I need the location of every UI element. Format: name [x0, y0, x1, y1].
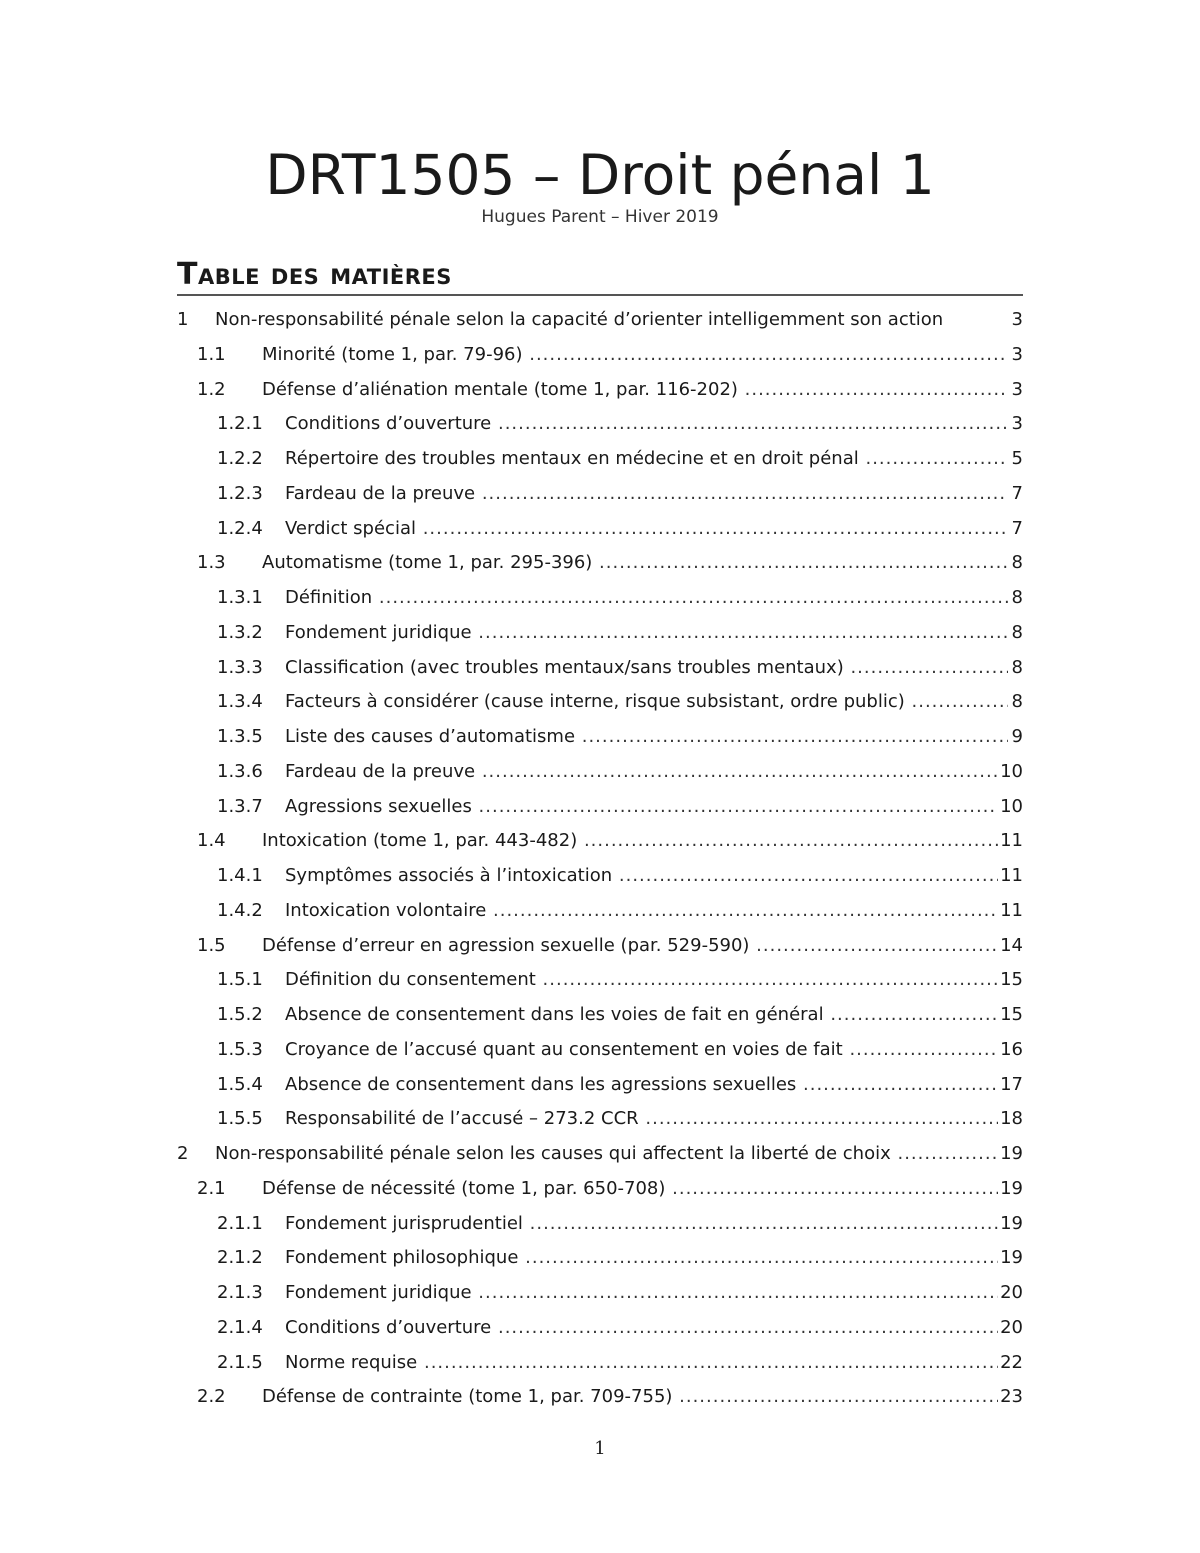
toc-entry-number: 1.5.2	[217, 1004, 263, 1025]
toc-entry-page: 19	[998, 1241, 1023, 1276]
toc-entry-title[interactable]: Fondement jurisprudentiel .....	[285, 1207, 1008, 1242]
toc-entry[interactable]	[0, 1346, 1200, 1381]
toc-entry-page: 8	[1010, 581, 1023, 616]
toc-entry-page: 11	[998, 859, 1023, 894]
toc-entry[interactable]	[0, 824, 1200, 859]
toc-entry-number: 1.2.4	[217, 517, 263, 539]
toc-entry-title[interactable]: Définition .....	[285, 581, 1008, 616]
toc-entry[interactable]	[0, 407, 1200, 442]
toc-entry-number: 1.1	[197, 343, 226, 365]
toc-entry-title[interactable]: Fondement philosophique .....	[285, 1241, 1008, 1276]
toc-entry[interactable]	[0, 1207, 1200, 1242]
toc-entry-title[interactable]: Non-responsabilité pénale selon la capacité d’orienter intelligemment son action	[215, 309, 944, 330]
toc-entry-title[interactable]: Minorité (tome 1, par. 79-96) .....	[262, 338, 1008, 373]
toc-entry-number: 2.1.4	[217, 1316, 263, 1338]
toc-entry-page: 16	[998, 1033, 1023, 1068]
toc-entry-page: 14	[998, 929, 1023, 964]
toc-entry-title[interactable]: Responsabilité de l’accusé – 273.2 CCR .....	[285, 1102, 1008, 1137]
toc-entry-title[interactable]: Norme requise .....	[285, 1346, 1008, 1381]
toc-entry-number: 1.5.1	[217, 969, 263, 991]
toc-entry-page: 7	[1010, 512, 1023, 547]
toc-entry[interactable]	[0, 1380, 1200, 1415]
toc-entry[interactable]	[0, 373, 1200, 408]
toc-entry[interactable]	[0, 477, 1200, 512]
toc-entry-title[interactable]: Conditions d’ouverture .....	[285, 407, 1008, 442]
toc-entry-page: 20	[998, 1276, 1023, 1311]
toc-entry[interactable]	[0, 512, 1200, 547]
toc-entry[interactable]	[0, 1137, 1200, 1172]
toc-entry-title[interactable]: Absence de consentement dans les voies de fait en général .....	[285, 998, 1008, 1033]
toc-entry[interactable]	[0, 1172, 1200, 1207]
page-number: 1	[594, 1438, 606, 1459]
toc-entry-page: 5	[1010, 442, 1023, 477]
toc-entry-number: 1.2	[197, 378, 226, 400]
toc-entry-title[interactable]: Intoxication (tome 1, par. 443-482) .....	[262, 824, 1008, 859]
toc-entry[interactable]	[0, 720, 1200, 755]
toc-entry[interactable]	[0, 581, 1200, 616]
toc-entry-number: 1.2.1	[217, 413, 263, 435]
toc-entry-page: 8	[1010, 651, 1023, 686]
toc-entry-page: 8	[1010, 616, 1023, 651]
toc-entry-number: 1.5	[197, 934, 226, 956]
toc-entry[interactable]	[0, 616, 1200, 651]
toc-entry-page: 9	[1010, 720, 1023, 755]
toc-entry-page: 3	[1010, 338, 1023, 373]
toc-entry[interactable]	[0, 1102, 1200, 1137]
toc-entry-title[interactable]: Défense d’erreur en agression sexuelle (par. 529-590) .....	[262, 929, 1008, 964]
toc-entry-page: 8	[1010, 546, 1023, 581]
toc-entry-page: 3	[1010, 373, 1023, 408]
toc-entry-number: 2.1.5	[217, 1351, 263, 1373]
toc-entry-page: 19	[998, 1172, 1023, 1207]
toc-entry-title[interactable]: Fondement juridique .....	[285, 616, 1008, 651]
toc-entry-page: 10	[998, 790, 1023, 825]
toc-entry-title[interactable]: Fardeau de la preuve .....	[285, 477, 1008, 512]
toc-entry[interactable]	[0, 1033, 1200, 1068]
toc-entry-number: 1.3.6	[217, 760, 263, 782]
toc-entry-title[interactable]: Défense de contrainte (tome 1, par. 709-755) .....	[262, 1380, 1008, 1415]
toc-entry[interactable]	[0, 894, 1200, 929]
toc-entry[interactable]	[0, 685, 1200, 720]
toc-entry-number: 1.3.7	[217, 795, 263, 817]
toc-entry-page: 11	[998, 824, 1023, 859]
toc-entry[interactable]	[0, 790, 1200, 825]
toc-entry-title[interactable]: Croyance de l’accusé quant au consentement en voies de fait .....	[285, 1033, 1008, 1068]
toc-entry[interactable]	[0, 651, 1200, 686]
toc-entry-number: 1.3.4	[217, 691, 263, 713]
toc-entry[interactable]	[0, 1311, 1200, 1346]
toc-entry-number: 1.5.5	[217, 1108, 263, 1130]
toc-entry-number: 2	[177, 1143, 189, 1164]
toc-entry[interactable]	[0, 546, 1200, 581]
toc-entry-page: 18	[998, 1102, 1023, 1137]
toc-entry-number: 1.3.1	[217, 587, 263, 608]
toc-entry-number: 1.4	[197, 830, 226, 852]
toc-entry[interactable]	[0, 859, 1200, 894]
toc-entry[interactable]	[0, 998, 1200, 1033]
toc-entry-title[interactable]: Fondement juridique .....	[285, 1276, 1008, 1311]
toc-entry[interactable]	[0, 963, 1200, 998]
toc-entry-title[interactable]: Absence de consentement dans les agressions sexuelles .....	[285, 1068, 1008, 1103]
toc-entry-number: 2.1.1	[217, 1212, 263, 1234]
toc-entry-title[interactable]: Défense d’aliénation mentale (tome 1, par. 116-202) .....	[262, 373, 1008, 408]
toc-entry-page: 19	[998, 1207, 1023, 1242]
toc-entry-number: 2.2	[197, 1386, 226, 1408]
toc-entry-page: 7	[1010, 477, 1023, 512]
toc-entry-number: 1	[177, 309, 189, 330]
toc-entry-number: 1.3.5	[217, 726, 263, 747]
toc-entry-title[interactable]: Agressions sexuelles .....	[285, 790, 1008, 825]
toc-entry-page: 8	[1010, 685, 1023, 720]
toc-entry-number: 1.5.4	[217, 1073, 263, 1095]
toc-entry[interactable]	[0, 442, 1200, 477]
table-of-contents	[0, 303, 1200, 1415]
toc-entry-title[interactable]: Répertoire des troubles mentaux en médecine et en droit pénal .....	[285, 442, 1008, 477]
toc-entry-number: 2.1.3	[217, 1282, 263, 1303]
toc-entry-title[interactable]: Automatisme (tome 1, par. 295-396) .....	[262, 546, 1008, 581]
toc-entry-number: 1.3.3	[217, 656, 263, 678]
toc-entry-title[interactable]: Définition du consentement .....	[285, 963, 1008, 998]
toc-entry-number: 1.2.2	[217, 448, 263, 469]
toc-entry[interactable]	[0, 1068, 1200, 1103]
document-title: DRT1505 – Droit pénal 1	[265, 143, 935, 207]
toc-entry-title[interactable]: Facteurs à considérer (cause interne, risque subsistant, ordre public) .....	[285, 685, 1008, 720]
toc-entry-page: 23	[998, 1380, 1023, 1415]
toc-entry-title[interactable]: Liste des causes d’automatisme .....	[285, 720, 1008, 755]
toc-entry-page: 20	[998, 1311, 1023, 1346]
toc-entry-title[interactable]: Non-responsabilité pénale selon les causes qui affectent la liberté de choix .....	[215, 1137, 1008, 1172]
toc-entry-page: 17	[998, 1068, 1023, 1103]
document-subtitle: Hugues Parent – Hiver 2019	[481, 207, 719, 227]
toc-entry-number: 2.1	[197, 1177, 226, 1199]
toc-entry[interactable]	[0, 929, 1200, 964]
toc-entry-title[interactable]: Conditions d’ouverture .....	[285, 1311, 1008, 1346]
toc-entry-page: 10	[998, 755, 1023, 790]
toc-entry-page: 22	[998, 1346, 1023, 1381]
toc-entry-page: 15	[998, 998, 1023, 1033]
toc-entry-page: 11	[998, 894, 1023, 929]
toc-entry-number: 1.3	[197, 552, 226, 574]
toc-entry-title[interactable]: Fardeau de la preuve .....	[285, 755, 1008, 790]
toc-entry-title[interactable]: Classification (avec troubles mentaux/sans troubles mentaux) .....	[285, 651, 1008, 686]
toc-entry-page: 3	[1010, 407, 1023, 442]
toc-entry[interactable]	[0, 1276, 1200, 1311]
toc-entry[interactable]	[0, 338, 1200, 373]
toc-entry-number: 1.4.1	[217, 865, 263, 886]
toc-entry-title[interactable]: Intoxication volontaire .....	[285, 894, 1008, 929]
toc-heading: Table des matières	[177, 256, 1023, 296]
toc-entry-number: 1.4.2	[217, 899, 263, 921]
toc-entry-number: 2.1.2	[217, 1247, 263, 1269]
toc-entry-page: 19	[998, 1137, 1023, 1172]
toc-entry-number: 1.5.3	[217, 1038, 263, 1060]
toc-entry-title[interactable]: Défense de nécessité (tome 1, par. 650-708) .....	[262, 1172, 1008, 1207]
toc-entry-number: 1.3.2	[217, 621, 263, 643]
toc-entry-number: 1.2.3	[217, 482, 263, 504]
toc-entry-page: 15	[998, 963, 1023, 998]
toc-entry-page: 3	[1010, 303, 1023, 338]
toc-entry-title[interactable]: Verdict spécial .....	[285, 512, 1008, 547]
toc-entry-title[interactable]: Symptômes associés à l’intoxication .....	[285, 859, 1008, 894]
toc-entry[interactable]	[0, 755, 1200, 790]
toc-entry[interactable]	[0, 1241, 1200, 1276]
toc-entry[interactable]	[0, 303, 1200, 338]
